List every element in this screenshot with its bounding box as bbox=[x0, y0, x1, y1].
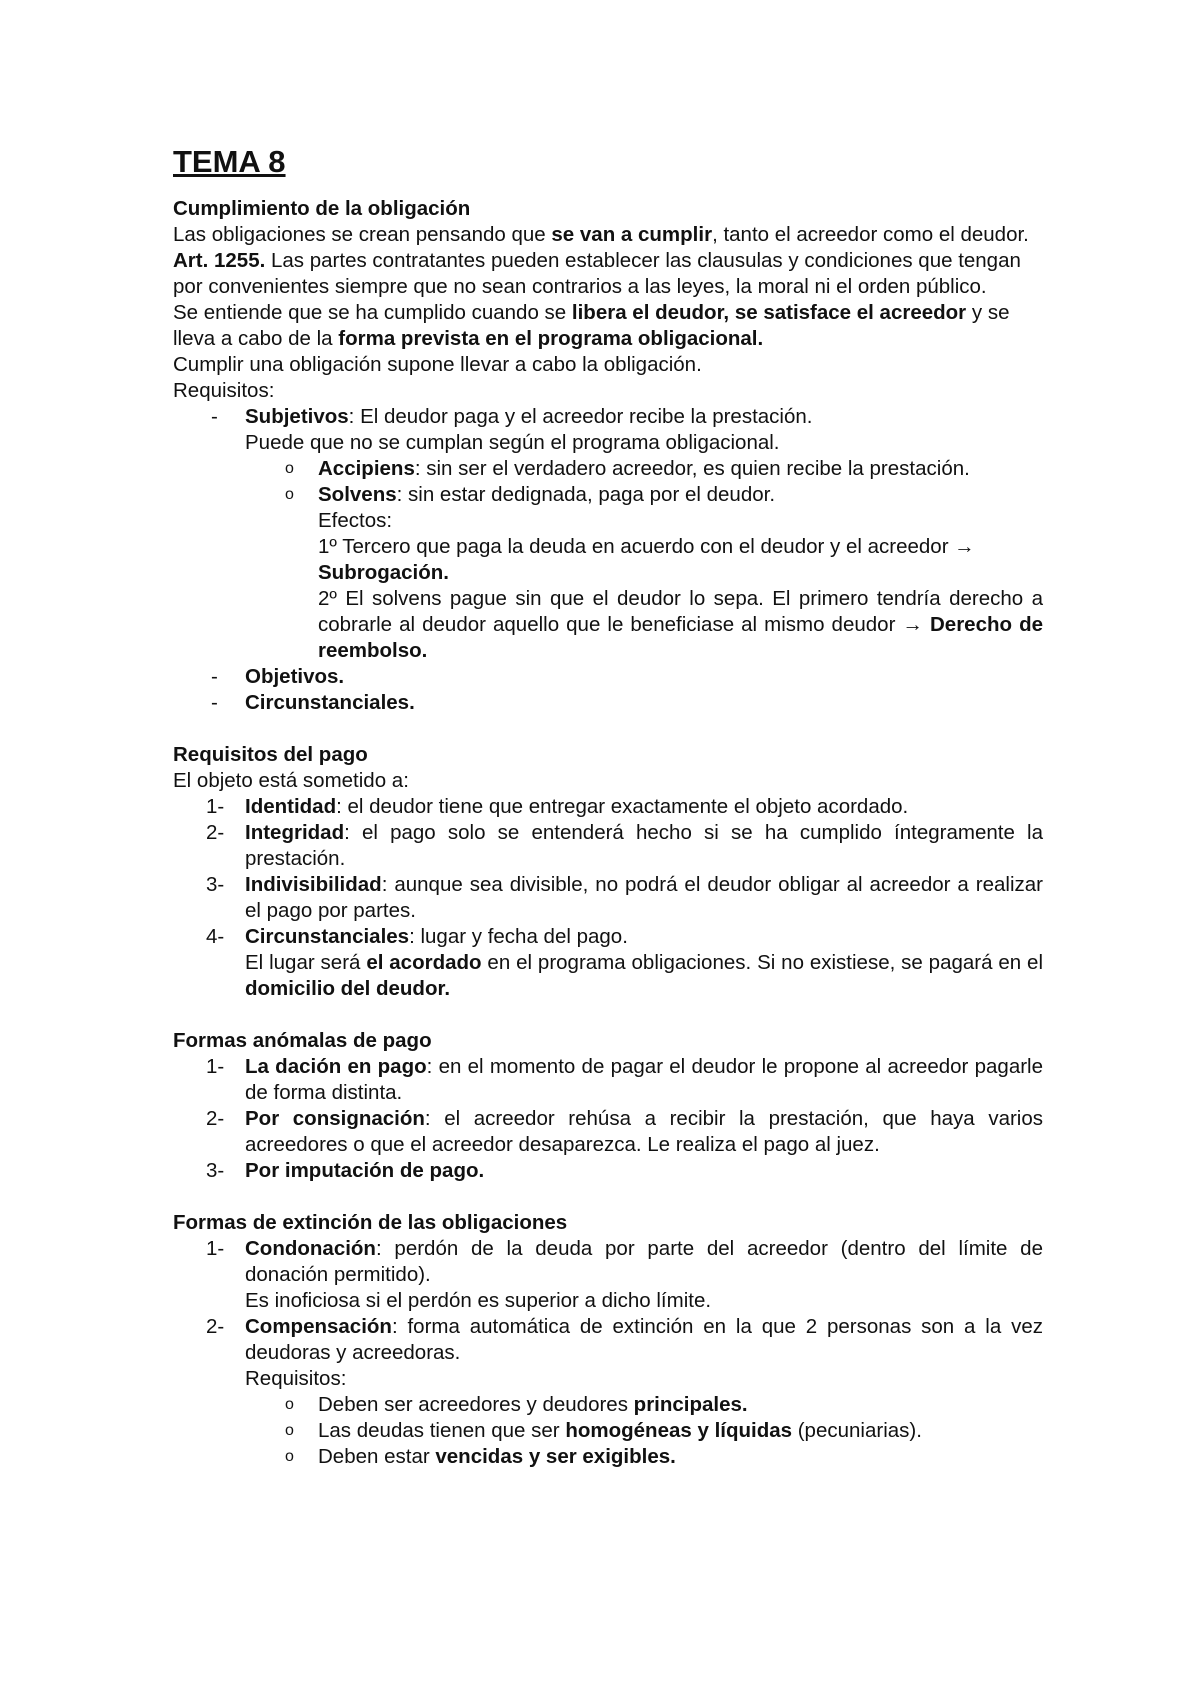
numbered-item: 1- La dación en pago: en el momento de pagar el deudor le propone al acreedor pagarle de forma distinta. bbox=[206, 1055, 1044, 1104]
document-page bbox=[173, 142, 1043, 1470]
section-heading: Formas de extinción de las obligaciones bbox=[173, 1211, 568, 1234]
numbered-item: 2- Por consignación: el acreedor rehúsa a recibir la prestación, que haya varios acreedores o que el acreedor desaparezca. Le realiza el pago al juez. bbox=[206, 1107, 1043, 1156]
list-item: - Circunstanciales. bbox=[173, 690, 1043, 716]
sub-list-item: o Deben ser acreedores y deudores principales. bbox=[173, 1392, 1043, 1418]
paragraph: Las obligaciones se crean pensando que se van a cumplir, tanto el acreedor como el deudor. bbox=[173, 223, 1029, 246]
sub-list-item: o Accipiens: sin ser el verdadero acreedor, es quien recibe la prestación. bbox=[173, 456, 1043, 482]
list-item: - Subjetivos: El deudor paga y el acreedor recibe la prestación. bbox=[173, 404, 1043, 430]
sub-list-continuation: 1º Tercero que paga la deuda en acuerdo con el deudor y el acreedor → Subrogación. bbox=[318, 535, 975, 584]
numbered-item: 2- Integridad: el pago solo se entenderá hecho si se ha cumplido íntegramente la prestación. bbox=[206, 821, 1043, 870]
page-title: TEMA 8 bbox=[173, 144, 286, 179]
paragraph: Se entiende que se ha cumplido cuando se libera el deudor, se satisface el acreedor y se lleva a cabo de la forma prevista en el programa obligacional. bbox=[173, 301, 1010, 350]
numbered-item: 1- Condonación: perdón de la deuda por parte del acreedor (dentro del límite de donación permitido). bbox=[206, 1237, 1043, 1286]
list-item-continuation: Puede que no se cumplan según el programa obligacional. bbox=[245, 431, 780, 454]
paragraph: El objeto está sometido a: bbox=[173, 769, 409, 792]
sub-list-continuation: Efectos: bbox=[318, 509, 393, 532]
numbered-item: 1- Identidad: el deudor tiene que entregar exactamente el objeto acordado. bbox=[206, 795, 909, 818]
numbered-item: 4- Circunstanciales: lugar y fecha del pago. bbox=[206, 925, 628, 948]
sub-list-item: o Deben estar vencidas y ser exigibles. bbox=[173, 1444, 1043, 1470]
numbered-item: 3- Por imputación de pago. bbox=[206, 1159, 485, 1182]
spacer bbox=[173, 716, 1043, 742]
section-heading: Cumplimiento de la obligación bbox=[173, 197, 471, 220]
section-heading: Requisitos del pago bbox=[173, 743, 368, 766]
numbered-item-continuation: El lugar será el acordado en el programa obligaciones. Si no existiese, se pagará en el domicilio del deudor. bbox=[245, 951, 1044, 1000]
paragraph: Cumplir una obligación supone llevar a cabo la obligación. bbox=[173, 353, 702, 376]
numbered-item-continuation: Requisitos: bbox=[245, 1367, 347, 1390]
list-item: - Objetivos. bbox=[173, 664, 1043, 690]
numbered-item-continuation: Es inoficiosa si el perdón es superior a dicho límite. bbox=[245, 1289, 712, 1312]
spacer bbox=[173, 1184, 1043, 1210]
numbered-item: 3- Indivisibilidad: aunque sea divisible, no podrá el deudor obligar al acreedor a realizar el pago por partes. bbox=[206, 873, 1043, 922]
section-heading: Formas anómalas de pago bbox=[173, 1029, 432, 1052]
numbered-item: 2- Compensación: forma automática de extinción en la que 2 personas son a la vez deudoras y acreedoras. bbox=[206, 1315, 1043, 1364]
sub-list-continuation: 2º El solvens pague sin que el deudor lo sepa. El primero tendría derecho a cobrarle al deudor aquello que le beneficiase al mismo deudor → Derecho de reembolso. bbox=[318, 587, 1043, 662]
spacer bbox=[173, 1002, 1043, 1028]
article-paragraph: Art. 1255. Las partes contratantes pueden establecer las clausulas y condiciones que tengan por convenientes siempre que no sean contrarios a las leyes, la moral ni el orden público. bbox=[173, 249, 1021, 298]
paragraph: Requisitos: bbox=[173, 379, 275, 402]
sub-list-item: o Las deudas tienen que ser homogéneas y líquidas (pecuniarias). bbox=[173, 1418, 1043, 1444]
sub-list-item: o Solvens: sin estar dedignada, paga por el deudor. bbox=[173, 482, 1043, 508]
